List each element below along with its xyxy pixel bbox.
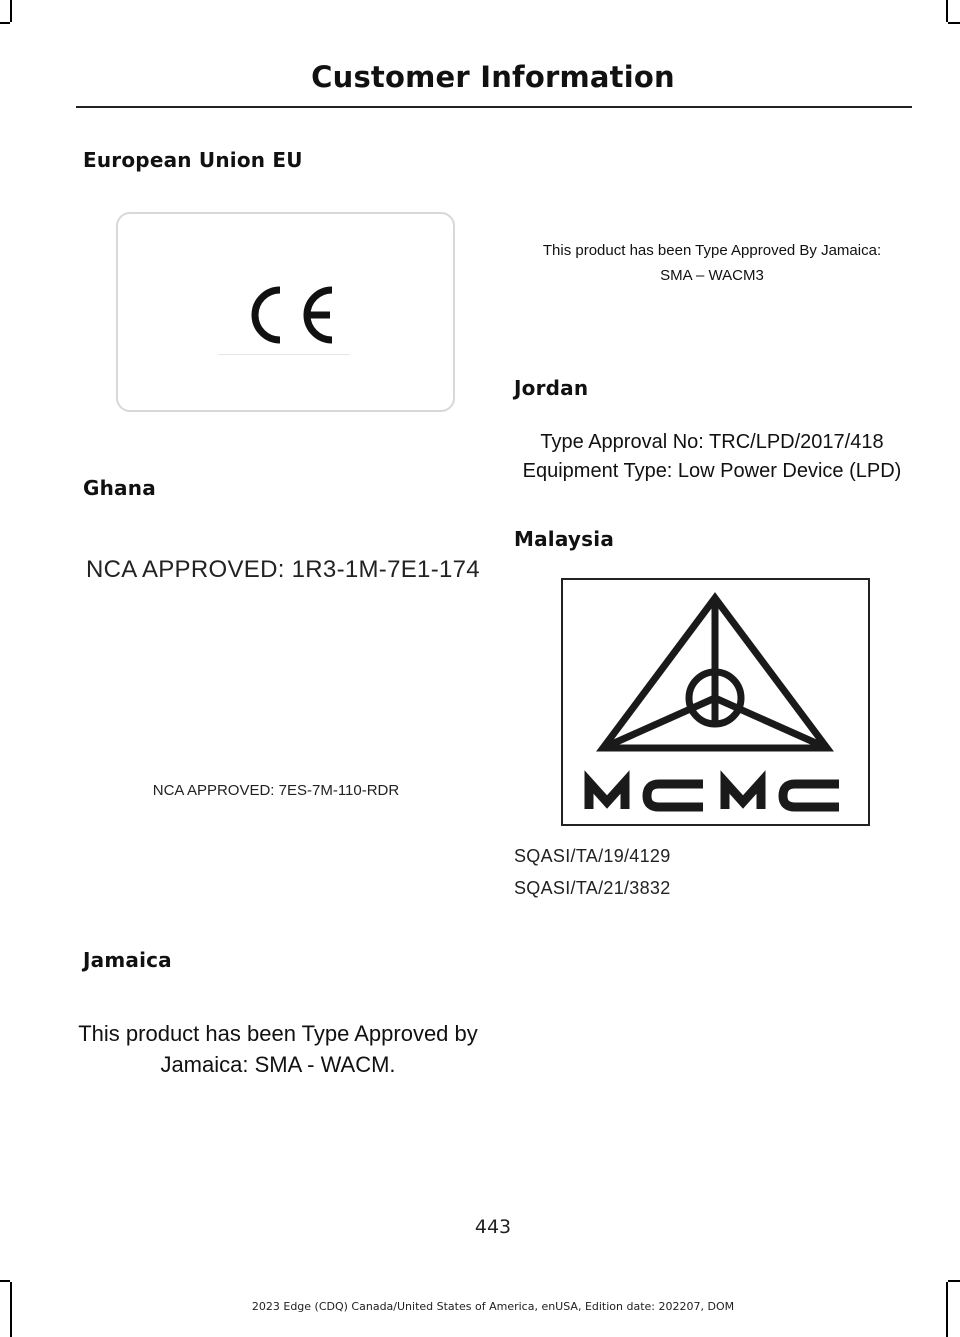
crop-mark-top-right	[948, 22, 960, 24]
page-title: Customer Information	[311, 60, 675, 94]
jamaica-approval-label	[520, 238, 904, 288]
jamaica-approval-label-line2: SMA – WACM3	[660, 267, 764, 284]
malaysia-approval-code-2: SQASI/TA/21/3832	[514, 878, 671, 898]
crop-mark-bottom-right	[948, 1280, 960, 1282]
section-heading-eu: European Union EU	[83, 148, 303, 172]
nca-approval-label-1: NCA APPROVED: 1R3-1M-7E1-174	[86, 556, 480, 583]
crop-mark-top-left	[0, 22, 10, 24]
nca-approval-label-2: NCA APPROVED: 7ES-7M-110-RDR	[152, 782, 400, 799]
jamaica-approval-statement: This product has been Type Approved by Jamaica: SMA - WACM.	[78, 1021, 478, 1077]
page-number: 443	[474, 1216, 512, 1238]
ce-mark-icon	[240, 280, 340, 350]
section-heading-jordan: Jordan	[514, 376, 589, 400]
malaysia-approval-code-1: SQASI/TA/19/4129	[514, 846, 671, 866]
crop-mark-top-left	[10, 0, 12, 22]
mcmc-logo-icon	[563, 580, 868, 824]
jordan-approval-number: Type Approval No: TRC/LPD/2017/418	[540, 431, 884, 453]
section-heading-jamaica: Jamaica	[83, 948, 172, 972]
section-heading-ghana: Ghana	[83, 476, 156, 500]
footer-edition-info: 2023 Edge (CDQ) Canada/United States of America, enUSA, Edition date: 202207, DOM	[251, 1300, 735, 1313]
title-divider	[76, 106, 912, 108]
ce-mark-baseline	[218, 354, 350, 355]
jordan-equipment-type: Equipment Type: Low Power Device (LPD)	[522, 460, 902, 482]
crop-mark-bottom-left	[0, 1280, 10, 1282]
crop-mark-top-right	[946, 0, 948, 22]
jordan-approval-label	[510, 428, 914, 486]
jamaica-approval-label-line1: This product has been Type Approved By Jamaica:	[542, 242, 882, 259]
mcmc-logo-frame	[561, 578, 870, 826]
section-heading-malaysia: Malaysia	[514, 527, 615, 551]
